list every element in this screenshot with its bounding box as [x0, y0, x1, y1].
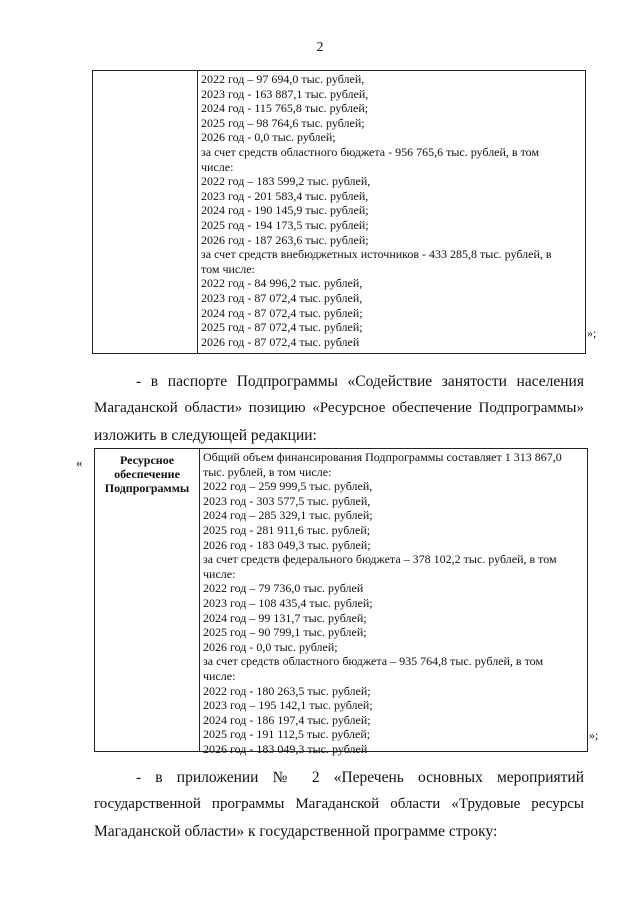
table-line: 2025 год – 90 799,1 тыс. рублей; — [203, 625, 367, 640]
table-line: том числе: — [201, 261, 255, 276]
table-line: тыс. рублей, в том числе: — [203, 464, 332, 479]
table-value-cell — [200, 450, 587, 756]
table-line: за счет средств внебюджетных источников - 433 285,8 тыс. рублей, в — [201, 247, 552, 262]
table-line: 2023 год – 108 435,4 тыс. рублей; — [203, 595, 373, 610]
table-line: 2026 год - 87 072,4 тыс. рублей — [201, 334, 360, 349]
table-line: 2024 год – 99 131,7 тыс. рублей; — [203, 610, 367, 625]
table-line: 2025 год - 87 072,4 тыс. рублей; — [201, 320, 363, 335]
paragraph-line: государственной программы Магаданской области «Трудовые ресурсы — [94, 796, 584, 812]
table-line: 2026 год - 183 049,3 тыс. рублей — [203, 741, 368, 756]
table-line: числе: — [201, 159, 234, 174]
paragraph-line: изложить в следующей редакции: — [94, 427, 317, 444]
resource-table — [94, 448, 588, 756]
resource-table-continuation — [92, 70, 586, 354]
table-line: 2025 год – 98 764,6 тыс. рублей; — [201, 115, 365, 130]
paragraph-line: Магаданской области» к государственной программе строку: — [94, 823, 498, 840]
table-label-cell — [95, 449, 200, 751]
table-line: за счет средств областного бюджета – 935 764,8 тыс. рублей, в том — [203, 654, 544, 669]
opening-quote: « — [76, 455, 83, 470]
table-line: 2022 год – 259 999,5 тыс. рублей, — [203, 479, 373, 494]
closing-quote: »; — [589, 728, 599, 742]
table-value-cell — [198, 72, 585, 353]
table-line: 2024 год – 285 329,1 тыс. рублей; — [203, 508, 373, 523]
table-line: 2024 год - 87 072,4 тыс. рублей; — [201, 305, 363, 320]
table-line: 2024 год - 190 145,9 тыс. рублей; — [201, 203, 369, 218]
table-line: 2024 год - 186 197,4 тыс. рублей; — [203, 712, 371, 727]
paragraph-line: - в паспорте Подпрограммы «Содействие занятости населения — [136, 373, 584, 390]
table-line: 2022 год – 79 736,0 тыс. рублей — [203, 581, 364, 596]
table-line: 2026 год - 0,0 тыс. рублей; — [201, 130, 336, 145]
table-line: 2026 год - 0,0 тыс. рублей; — [203, 639, 338, 654]
closing-quote: »; — [587, 326, 597, 340]
table-line: 2023 год - 201 583,4 тыс. рублей, — [201, 188, 369, 203]
paragraph-subprogram-passport — [94, 368, 584, 449]
table-line: за счет средств областного бюджета - 956 765,6 тыс. рублей, в том — [201, 144, 540, 159]
table-line: 2025 год - 194 173,5 тыс. рублей; — [201, 217, 369, 232]
resource-label: Ресурсное обеспечение Подпрограммы — [104, 453, 190, 495]
table-line: 2025 год - 191 112,5 тыс. рублей; — [203, 727, 371, 742]
table-line: 2025 год - 281 911,6 тыс. рублей; — [203, 522, 371, 537]
table-line: 2022 год – 183 599,2 тыс. рублей, — [201, 174, 371, 189]
paragraph-appendix — [94, 764, 584, 845]
table-line: 2023 год - 87 072,4 тыс. рублей, — [201, 290, 363, 305]
table-line: 2026 год - 183 049,3 тыс. рублей; — [203, 537, 371, 552]
table-line: 2024 год - 115 765,8 тыс. рублей; — [201, 101, 369, 116]
table-line: 2022 год - 84 996,2 тыс. рублей, — [201, 276, 363, 291]
table-line: числе: — [203, 668, 236, 683]
table-line: числе: — [203, 566, 236, 581]
paragraph-line: - в приложении № 2 «Перечень основных мероприятий — [136, 769, 584, 786]
table-line: за счет средств федерального бюджета – 378 102,2 тыс. рублей, в том — [203, 552, 557, 567]
page-number: 2 — [316, 40, 324, 55]
table-line: 2026 год - 187 263,6 тыс. рублей; — [201, 232, 369, 247]
table-line: 2022 год - 180 263,5 тыс. рублей; — [203, 683, 371, 698]
table-line: 2023 год – 195 142,1 тыс. рублей; — [203, 698, 373, 713]
table-line: Общий объем финансирования Подпрограммы составляет 1 313 867,0 — [203, 450, 562, 464]
table-label-cell — [93, 71, 198, 353]
table-line: 2023 год - 163 887,1 тыс. рублей, — [201, 86, 369, 101]
table-line: 2023 год - 303 577,5 тыс. рублей, — [203, 493, 371, 508]
paragraph-line: Магаданской области» позицию «Ресурсное обеспечение Подпрограммы» — [94, 400, 584, 416]
table-line: 2022 год – 97 694,0 тыс. рублей, — [201, 72, 365, 86]
